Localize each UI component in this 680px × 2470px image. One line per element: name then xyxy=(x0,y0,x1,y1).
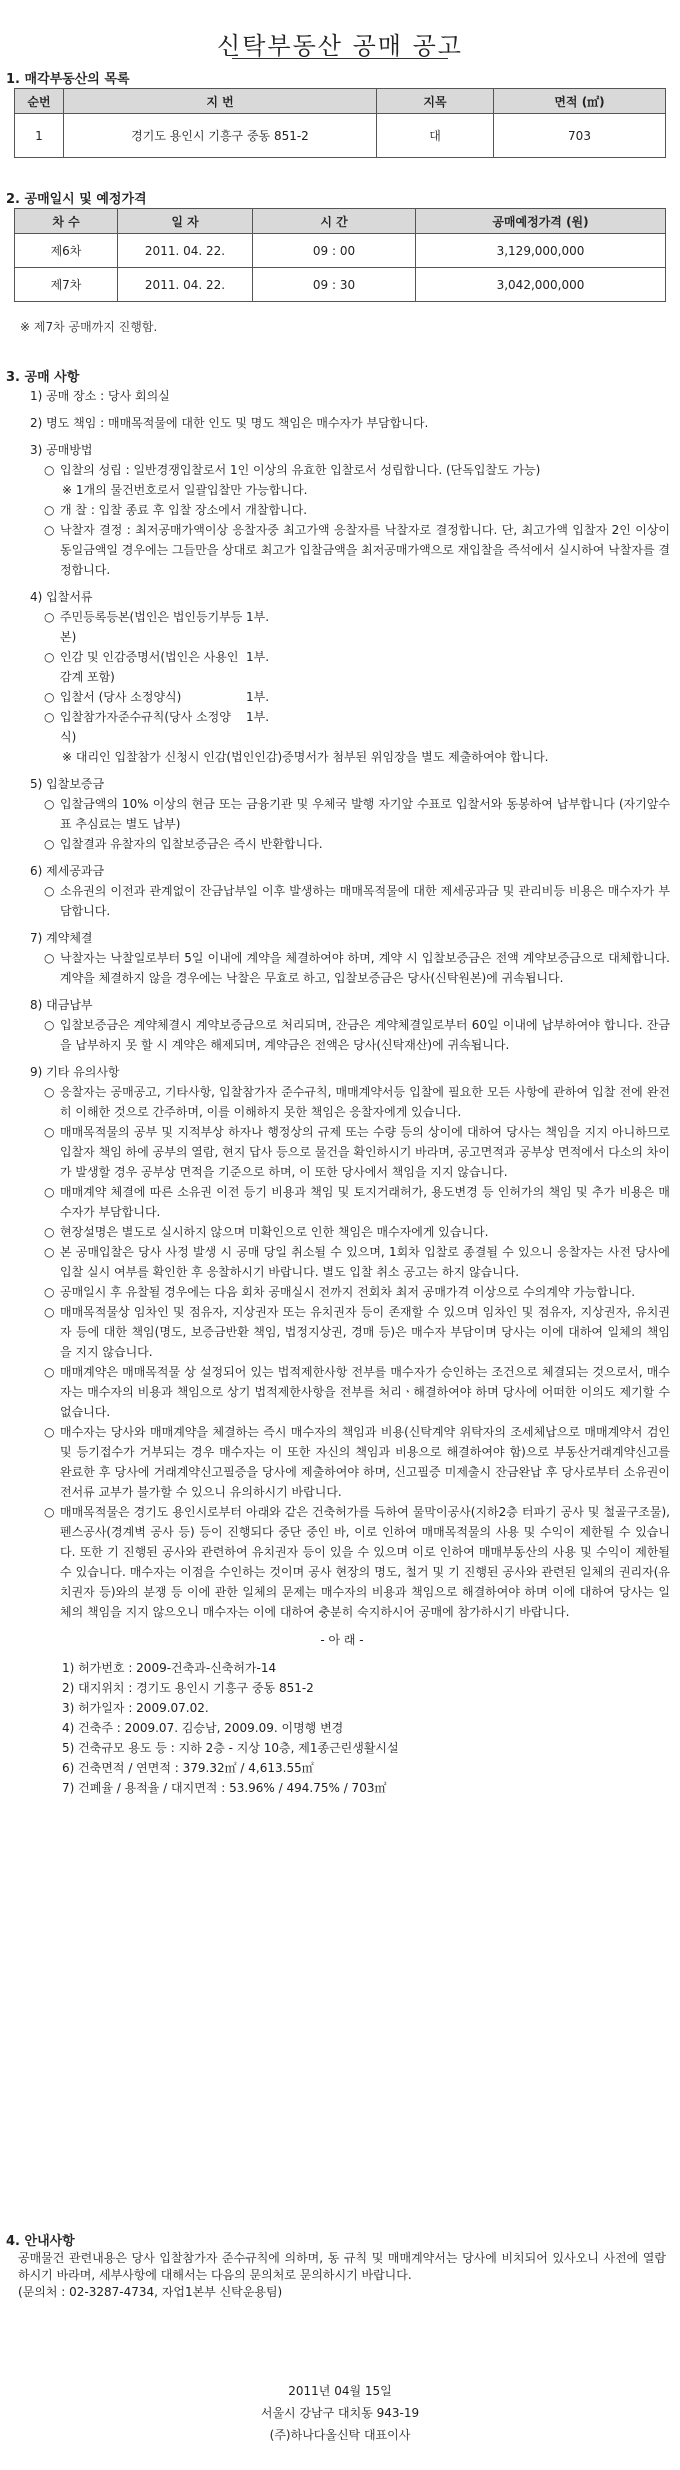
guide-text xyxy=(18,2250,666,2301)
bullet-icon: ○ xyxy=(44,1305,55,1319)
table-cell: 2011. 04. 22. xyxy=(118,234,253,268)
permit-line: 6) 건축면적 / 연면적 : 379.32㎡ / 4,613.55㎡ xyxy=(62,1761,314,1775)
footer xyxy=(0,2380,680,2446)
guide-paragraph: 공매물건 관련내용은 당사 입찰참가자 준수규칙에 의하며, 동 규칙 및 매매계약서는 당사에 비치되어 있사오니 사전에 열람하시기 바라며, 세부사항에 대해서는 다음의 문의처로 문의하시기 바랍니다. xyxy=(18,2251,666,2282)
bullet-icon: ○ xyxy=(44,1285,55,1299)
permit-line: 5) 건축규모 용도 등 : 지하 2층 - 지상 10층, 제1종근린생활시설 xyxy=(62,1741,399,1755)
list-item: ○ 매매계약은 매매목적물 상 설정되어 있는 법적제한사항 전부를 매수자가 승인하는 조건으로 체결되는 것으로서, 매수자는 매수자의 비용과 책임으로 상기 법적제한사항을 전부를 처리ㆍ해결하여야 하며 당사에 어떠한 이의도 제기할 수 없습니다. xyxy=(14,1362,670,1422)
taxes-heading: 6) 제세공과금 xyxy=(30,864,105,878)
section2-heading: 2. 공매일시 및 예정가격 xyxy=(6,192,147,207)
schedule-table xyxy=(14,208,666,302)
permit-details xyxy=(14,1658,670,1798)
bullet-icon: ○ xyxy=(44,1085,55,1099)
documents-heading: 4) 입찰서류 xyxy=(30,590,93,604)
bullet-icon: ○ xyxy=(44,1125,55,1139)
list-item: ○ 입찰결과 유찰자의 입찰보증금은 즉시 반환합니다. xyxy=(14,834,670,854)
documents-note: ※ 대리인 입찰참가 신청시 인감(법인인감)증명서가 첨부된 위임장을 별도 제출하여야 합니다. xyxy=(62,750,549,764)
list-item: ○ 현장설명은 별도로 실시하지 않으며 미확인으로 인한 책임은 매수자에게 있습니다. xyxy=(14,1222,670,1242)
list-item: ○ 매매목적물상 임차인 및 점유자, 지상권자 또는 유치권자 등이 존재할 수 있으며 임차인 및 점유자, 지상권자, 유치권자 등에 대한 책임(명도, 보증금반환 책임, 법정지상권, 경매 등)은 매수자 부담이며 당사는 이에 대하여 일체의 책임을 지지 않습니다. xyxy=(14,1302,670,1362)
eviction-line: 2) 명도 책임 : 매매목적물에 대한 인도 및 명도 책임은 매수자가 부담합니다. xyxy=(30,416,429,430)
list-item: ○ 입찰의 성립 : 일반경쟁입찰로서 1인 이상의 유효한 입찰로서 성립합니다. (단독입찰도 가능) xyxy=(14,460,670,480)
col-header: 지목 xyxy=(377,89,494,114)
bullet-icon: ○ xyxy=(44,650,55,664)
list-item: ○ 입찰보증금은 계약체결시 계약보증금으로 처리되며, 잔금은 계약체결일로부터 60일 이내에 납부하여야 합니다. 잔금을 납부하지 못 할 시 계약은 해제되며, 계약금은 전액은 당사(신탁재산)에 귀속됩니다. xyxy=(14,1015,670,1055)
table-cell: 09 : 00 xyxy=(253,234,416,268)
property-list-table xyxy=(14,88,666,158)
permit-line: 4) 건축주 : 2009.07. 김승남, 2009.09. 이명행 변경 xyxy=(62,1721,344,1735)
list-item: ○ 입찰서 (당사 소정양식) 1부. xyxy=(14,687,670,707)
list-item: ○ 소유권의 이전과 관계없이 잔금납부일 이후 발생하는 매매목적물에 대한 제세공과금 및 관리비등 비용은 매수자가 부담합니다. xyxy=(14,881,670,921)
company-address: 서울시 강남구 대치동 943-19 xyxy=(260,2406,420,2420)
list-item: ○ 매매목적물의 공부 및 지적부상 하자나 행정상의 규제 또는 수량 등의 상이에 대하여 당사는 책임을 지지 아니하므로 입찰자 책임 하에 공부의 열람, 현지 답사 등으로 물건을 확인하시기 바라며, 공고면적과 공부상 면적에서 다소의 차이가 발생할 경우 공부상 면적을 기준으로 하며, 이 또한 당사에서 책임을 지지 않습니다. xyxy=(14,1122,670,1182)
deposit-heading: 5) 입찰보증금 xyxy=(30,777,105,791)
separator-label: - 아 래 - xyxy=(320,1633,364,1647)
bullet-icon: ○ xyxy=(44,1018,55,1032)
list-item: ○ 공매일시 후 유찰될 경우에는 다음 회차 공매실시 전까지 전회차 최저 공매가격 이상으로 수의계약 가능합니다. xyxy=(14,1282,670,1302)
table-cell: 3,042,000,000 xyxy=(416,268,666,302)
table-header-row xyxy=(15,89,666,114)
venue-line: 1) 공매 장소 : 당사 회의실 xyxy=(30,389,170,403)
permit-line: 2) 대지위치 : 경기도 용인시 기흥구 중동 851-2 xyxy=(62,1681,314,1695)
schedule-note: ※ 제7차 공매까지 진행함. xyxy=(20,320,158,334)
bullet-icon: ○ xyxy=(44,1365,55,1379)
list-item: ○ 본 공매입찰은 당사 사정 발생 시 공매 당일 취소될 수 있으며, 1회차 입찰로 종결될 수 있으니 응찰자는 사전 당사에 입찰 실시 여부를 확인한 후 응찰하시기 바랍니다. 별도 입찰 취소 공고는 하지 않습니다. xyxy=(14,1242,670,1282)
table-cell: 2011. 04. 22. xyxy=(118,268,253,302)
col-header: 공매예정가격 (원) xyxy=(416,209,666,234)
col-header: 순번 xyxy=(15,89,64,114)
bullet-icon: ○ xyxy=(44,463,55,477)
bullet-icon: ○ xyxy=(44,1425,55,1439)
list-item: ○ 낙찰자 결정 : 최저공매가액이상 응찰자중 최고가액 응찰자를 낙찰자로 결정합니다. 단, 최고가액 입찰자 2인 이상이 동일금액일 경우에는 그들만을 상대로 최고가 입찰금액을 최저공매가액으로 재입찰을 즉석에서 실시하여 낙찰자를 결정합니다. xyxy=(14,520,670,580)
col-header: 차 수 xyxy=(15,209,118,234)
permit-line: 7) 건폐율 / 용적율 / 대지면적 : 53.96% / 494.75% / 703㎡ xyxy=(62,1781,387,1795)
bullet-icon: ○ xyxy=(44,1225,55,1239)
table-cell: 대 xyxy=(377,114,494,158)
col-header: 시 간 xyxy=(253,209,416,234)
bullet-icon: ○ xyxy=(44,951,55,965)
bullet-icon: ○ xyxy=(44,1185,55,1199)
table-cell: 703 xyxy=(494,114,666,158)
bullet-icon: ○ xyxy=(44,503,55,517)
method-heading: 3) 공매방법 xyxy=(30,443,93,457)
notice-date: 2011년 04월 15일 xyxy=(288,2384,392,2398)
list-item: ○ 응찰자는 공매공고, 기타사항, 입찰참가자 준수규칙, 매매계약서등 입찰에 필요한 모든 사항에 관하여 입찰 전에 완전히 이해한 것으로 간주하며, 이를 이해하지 못한 책임은 응찰자에게 있습니다. xyxy=(14,1082,670,1122)
table-cell: 제6차 xyxy=(15,234,118,268)
list-item: ○ 입찰참가자준수규칙(당사 소정양식) 1부. xyxy=(14,707,670,747)
table-row xyxy=(15,268,666,302)
company-signature: (주)하나다올신탁 대표이사 xyxy=(269,2428,411,2442)
table-cell: 09 : 30 xyxy=(253,268,416,302)
bullet-icon: ○ xyxy=(44,884,55,898)
table-cell: 제7차 xyxy=(15,268,118,302)
contact-line: (문의처 : 02-3287-4734, 자업1본부 신탁운용팀) xyxy=(18,2285,283,2299)
col-header: 지 번 xyxy=(64,89,377,114)
bullet-icon: ○ xyxy=(44,1505,55,1519)
col-header: 일 자 xyxy=(118,209,253,234)
table-cell: 3,129,000,000 xyxy=(416,234,666,268)
title-underline xyxy=(232,58,448,59)
permit-line: 3) 허가일자 : 2009.07.02. xyxy=(62,1701,209,1715)
list-item: ○ 매매목적물은 경기도 용인시로부터 아래와 같은 건축허가를 득하여 물막이공사(지하2층 터파기 공사 및 철골구조물), 펜스공사(경계벽 공사 등) 등이 진행되다 중단 중인 바, 이로 인하여 매매목적물의 사용 및 수익이 제한될 수 있습니다. 또한 기 진행된 공사와 관련하여 유치권자 등이 있을 수 있으며 이로 인하여 매매부동산의 사용 및 수익이 제한될 수 있습니다. 매수자는 이점을 수인하는 것이며 공사 현장의 명도, 철거 및 기 진행된 공사와 관련된 일체의 권리자(유치권자 등)와의 분쟁 등 이에 관한 일체의 문제는 매수자의 비용과 책임으로 해결하여야 하며 이에 대하여 당사는 일체의 책임을 지지 않으오니 매수자는 이에 대하여 충분히 숙지하시어 공매에 참가하시기 바랍니다. xyxy=(14,1502,670,1622)
bullet-icon: ○ xyxy=(44,523,55,537)
auction-terms xyxy=(14,386,670,1798)
bullet-icon: ○ xyxy=(44,797,55,811)
bullet-icon: ○ xyxy=(44,1245,55,1259)
permit-line: 1) 허가번호 : 2009-건축과-신축허가-14 xyxy=(62,1661,277,1675)
bullet-icon: ○ xyxy=(44,837,55,851)
table-cell: 경기도 용인시 기흥구 중동 851-2 xyxy=(64,114,377,158)
section3-heading: 3. 공매 사항 xyxy=(6,370,80,385)
list-item: ○ 주민등록등본(법인은 법인등기부등본) 1부. xyxy=(14,607,670,647)
notes-heading: 9) 기타 유의사항 xyxy=(30,1065,120,1079)
page-title: 신탁부동산 공매 공고 xyxy=(217,32,463,60)
bullet-icon: ○ xyxy=(44,690,55,704)
payment-heading: 8) 대금납부 xyxy=(30,998,93,1012)
contract-heading: 7) 계약체결 xyxy=(30,931,93,945)
section4-heading: 4. 안내사항 xyxy=(6,2234,75,2249)
list-item: ○ 개 찰 : 입찰 종료 후 입찰 장소에서 개찰합니다. xyxy=(14,500,670,520)
section1-heading: 1. 매각부동산의 목록 xyxy=(6,72,130,87)
bullet-icon: ○ xyxy=(44,710,55,724)
list-item: ○ 낙찰자는 낙찰일로부터 5일 이내에 계약을 체결하여야 하며, 계약 시 입찰보증금은 전액 계약보증금으로 대체합니다. 계약을 체결하지 않을 경우에는 낙찰은 무효로 하고, 입찰보증금은 당사(신탁원본)에 귀속됩니다. xyxy=(14,948,670,988)
table-row xyxy=(15,114,666,158)
list-item: ○ 인감 및 인감증명서(법인은 사용인감계 포함) 1부. xyxy=(14,647,670,687)
table-cell: 1 xyxy=(15,114,64,158)
col-header: 면적 (㎡) xyxy=(494,89,666,114)
list-item: ○ 매매계약 체결에 따른 소유권 이전 등기 비용과 책임 및 토지거래허가, 용도변경 등 인허가의 책임 및 추가 비용은 매수자가 부담합니다. xyxy=(14,1182,670,1222)
list-item: ○ 매수자는 당사와 매매계약을 체결하는 즉시 매수자의 책임과 비용(신탁계약 위탁자의 조세체납으로 매매계약서 검인 및 등기접수가 거부되는 경우 매수자는 이 또한 자신의 책임과 비용으로 해결하여야 함)으로 부동산거래계약신고를 완료한 후 당사에 거래계약신고필증을 당사에 제출하여야 하며, 신고필증 미제출시 잔금완납 후 당사로부터 소유권이전서류 교부가 불가할 수 있으니 유의하시기 바랍니다. xyxy=(14,1422,670,1502)
list-item: ○ 입찰금액의 10% 이상의 현금 또는 금융기관 및 우체국 발행 자기앞 수표로 입찰서와 동봉하여 납부합니다 (자기앞수표 추심료는 별도 납부) xyxy=(14,794,670,834)
bullet-icon: ○ xyxy=(44,610,55,624)
table-header-row xyxy=(15,209,666,234)
method-note: ※ 1개의 물건번호로서 일괄입찰만 가능합니다. xyxy=(62,483,308,497)
table-row xyxy=(15,234,666,268)
